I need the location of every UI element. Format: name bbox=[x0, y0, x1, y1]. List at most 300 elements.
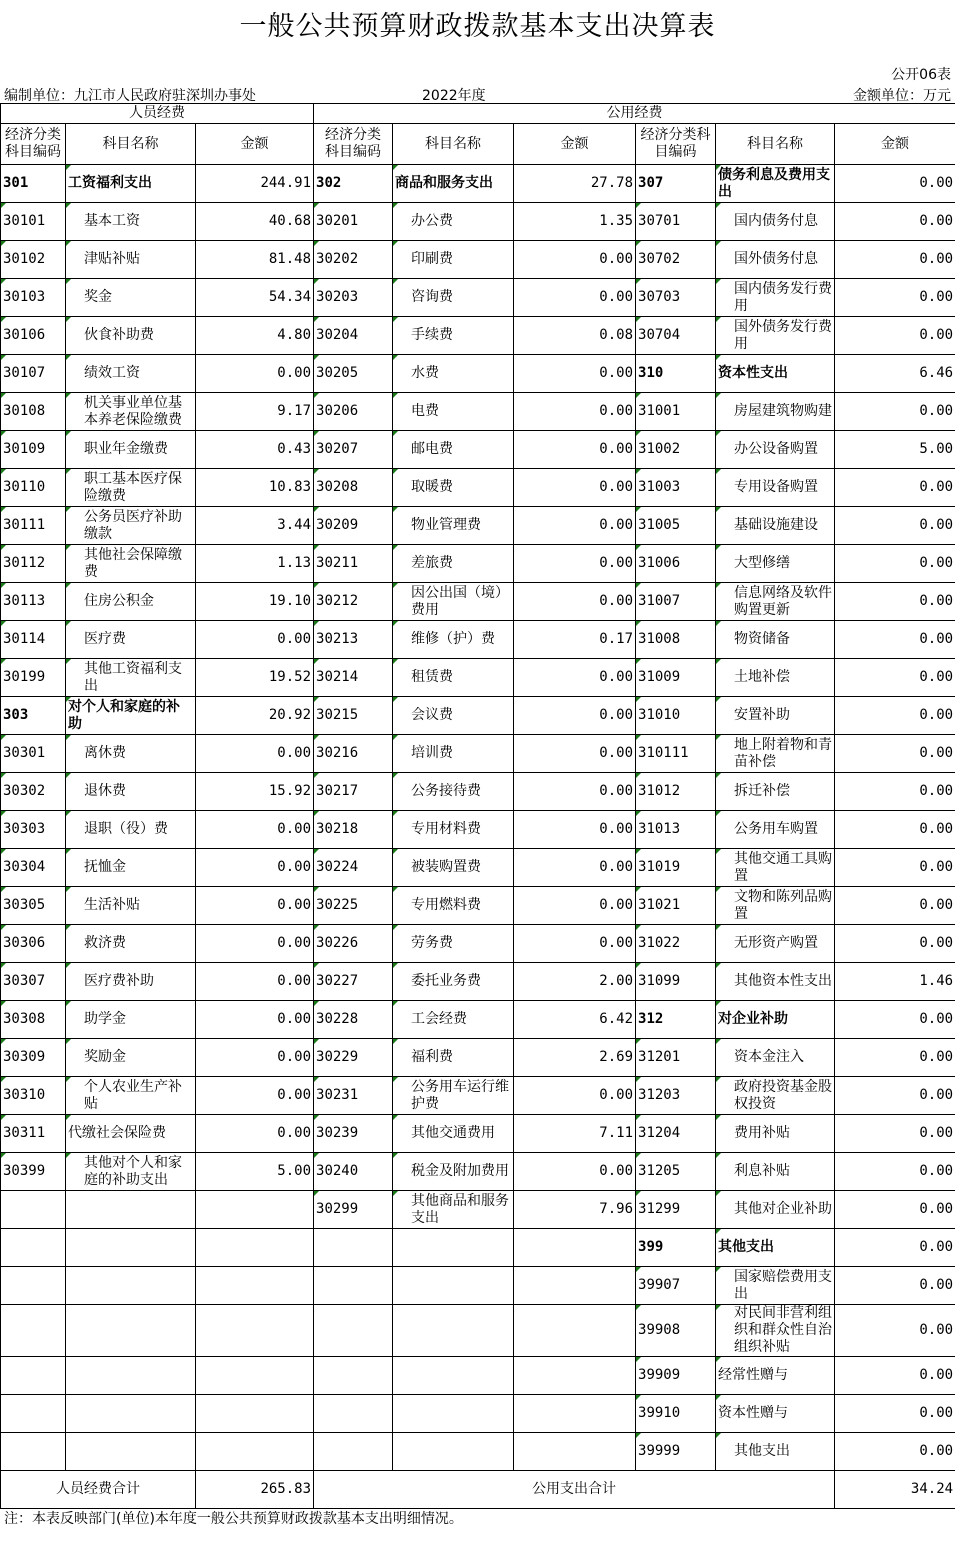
subject-code-cell: 30202 bbox=[314, 241, 393, 279]
subject-code-cell: 30113 bbox=[1, 583, 66, 621]
subject-code-cell: 30207 bbox=[314, 431, 393, 469]
subject-name-cell bbox=[66, 469, 196, 507]
amount-cell: 0.00 bbox=[514, 431, 636, 469]
subject-name-cell bbox=[393, 1357, 514, 1395]
subject-name-cell bbox=[66, 1153, 196, 1191]
subject-name: 救济费 bbox=[84, 935, 126, 951]
amount-cell: 0.00 bbox=[835, 1115, 955, 1153]
subject-code-cell: 30106 bbox=[1, 317, 66, 355]
amount-cell: 0.00 bbox=[835, 1039, 955, 1077]
table-row bbox=[1, 925, 955, 963]
subject-name-cell bbox=[393, 545, 514, 583]
table-row bbox=[1, 1077, 955, 1115]
amount-cell: 0.00 bbox=[514, 925, 636, 963]
subject-name-cell bbox=[716, 317, 835, 355]
subject-code-cell: 30211 bbox=[314, 545, 393, 583]
subject-code-cell: 39909 bbox=[636, 1357, 716, 1395]
subject-code-cell: 30109 bbox=[1, 431, 66, 469]
subject-name-cell bbox=[393, 659, 514, 697]
subject-code-cell bbox=[1, 1305, 66, 1357]
subject-code-cell: 310111 bbox=[636, 735, 716, 773]
amount-cell: 5.00 bbox=[196, 1153, 314, 1191]
subject-name: 基础设施建设 bbox=[734, 517, 819, 533]
subject-code-cell: 30110 bbox=[1, 469, 66, 507]
subject-name: 土地补偿 bbox=[734, 669, 791, 685]
subject-name-cell bbox=[716, 849, 835, 887]
subject-name: 培训费 bbox=[411, 745, 454, 761]
subject-name: 差旅费 bbox=[411, 555, 454, 571]
subject-name: 委托业务费 bbox=[411, 973, 482, 989]
subject-code-cell bbox=[1, 1395, 66, 1433]
subject-code-cell: 30112 bbox=[1, 545, 66, 583]
amount-cell: 54.34 bbox=[196, 279, 314, 317]
table-row bbox=[1, 621, 955, 659]
subject-code-cell: 30239 bbox=[314, 1115, 393, 1153]
organization-label: 编制单位：九江市人民政府驻深圳办事处 bbox=[4, 88, 256, 104]
col-header-code: 经济分类 科目编码 bbox=[314, 124, 393, 165]
col-header-amount: 金额 bbox=[835, 124, 955, 165]
expenditure-table bbox=[0, 103, 955, 1509]
subject-code-cell: 30308 bbox=[1, 1001, 66, 1039]
amount-cell: 0.00 bbox=[835, 507, 955, 545]
subject-name-cell bbox=[716, 355, 835, 393]
subject-name: 生活补贴 bbox=[84, 897, 140, 913]
amount-cell: 0.00 bbox=[514, 583, 636, 621]
subject-code-cell: 30306 bbox=[1, 925, 66, 963]
subject-name-cell bbox=[716, 621, 835, 659]
subject-name-cell bbox=[66, 545, 196, 583]
table-row bbox=[1, 659, 955, 697]
subject-name-cell bbox=[716, 1357, 835, 1395]
amount-cell: 0.00 bbox=[835, 1191, 955, 1229]
subject-code-cell: 30309 bbox=[1, 1039, 66, 1077]
subject-name-cell bbox=[66, 621, 196, 659]
subject-code-cell: 302 bbox=[314, 165, 393, 203]
subject-name-cell bbox=[716, 241, 835, 279]
subject-name: 工资福利支出 bbox=[68, 175, 152, 191]
subject-name: 办公设备购置 bbox=[734, 441, 819, 457]
subject-name: 专用材料费 bbox=[411, 821, 482, 837]
public-total-label: 公用支出合计 bbox=[314, 1471, 835, 1509]
subject-name-cell bbox=[393, 1039, 514, 1077]
table-row bbox=[1, 1191, 955, 1229]
subject-name-cell bbox=[393, 1433, 514, 1471]
subject-name: 公务用车购置 bbox=[734, 821, 819, 837]
amount-cell: 0.17 bbox=[514, 621, 636, 659]
amount-cell: 0.00 bbox=[514, 355, 636, 393]
subject-code-cell: 31002 bbox=[636, 431, 716, 469]
subject-name-cell bbox=[393, 1115, 514, 1153]
subject-code-cell bbox=[1, 1267, 66, 1305]
table-row bbox=[1, 735, 955, 773]
subject-code-cell: 31008 bbox=[636, 621, 716, 659]
amount-cell: 0.00 bbox=[835, 659, 955, 697]
amount-cell: 19.52 bbox=[196, 659, 314, 697]
subject-name: 地上附着物和青苗补偿 bbox=[734, 736, 833, 770]
subject-name: 医疗费 bbox=[84, 631, 126, 647]
subject-code-cell: 30217 bbox=[314, 773, 393, 811]
subject-name-cell bbox=[716, 393, 835, 431]
subject-name-cell bbox=[66, 925, 196, 963]
subject-name-cell bbox=[393, 279, 514, 317]
subject-code-cell: 30229 bbox=[314, 1039, 393, 1077]
subject-code-cell: 30225 bbox=[314, 887, 393, 925]
subject-code-cell: 30213 bbox=[314, 621, 393, 659]
subject-name: 租赁费 bbox=[411, 669, 454, 685]
subject-code-cell: 31204 bbox=[636, 1115, 716, 1153]
amount-cell: 10.83 bbox=[196, 469, 314, 507]
subject-name-cell bbox=[66, 1395, 196, 1433]
subject-code-cell: 30215 bbox=[314, 697, 393, 735]
subject-name-cell bbox=[66, 811, 196, 849]
amount-cell: 0.00 bbox=[514, 849, 636, 887]
table-row bbox=[1, 545, 955, 583]
subject-code-cell bbox=[314, 1395, 393, 1433]
amount-cell: 0.00 bbox=[835, 621, 955, 659]
subject-code-cell: 30305 bbox=[1, 887, 66, 925]
subject-code-cell bbox=[314, 1267, 393, 1305]
subject-name-cell bbox=[393, 811, 514, 849]
subject-code-cell: 30226 bbox=[314, 925, 393, 963]
subject-name: 办公费 bbox=[411, 213, 454, 229]
public-total-amount: 34.24 bbox=[835, 1471, 955, 1509]
table-row bbox=[1, 583, 955, 621]
amount-cell: 0.00 bbox=[835, 1305, 955, 1357]
subject-name: 专用燃料费 bbox=[411, 897, 482, 913]
subject-name-cell bbox=[393, 773, 514, 811]
subject-name-cell bbox=[66, 1305, 196, 1357]
col-header-name: 科目名称 bbox=[393, 124, 514, 165]
subject-name-cell bbox=[393, 1395, 514, 1433]
subject-name-cell bbox=[393, 1267, 514, 1305]
subject-name: 奖金 bbox=[84, 289, 112, 305]
subject-name: 物资储备 bbox=[734, 631, 791, 647]
amount-cell bbox=[514, 1433, 636, 1471]
subject-name-cell bbox=[66, 1077, 196, 1115]
subject-name: 医疗费补助 bbox=[84, 973, 154, 989]
amount-cell: 0.00 bbox=[514, 773, 636, 811]
subject-name: 离休费 bbox=[84, 745, 126, 761]
subject-name: 对企业补助 bbox=[718, 1011, 789, 1027]
subject-code-cell bbox=[1, 1433, 66, 1471]
col-header-amount: 金额 bbox=[196, 124, 314, 165]
subject-name-cell bbox=[66, 203, 196, 241]
subject-name-cell bbox=[393, 735, 514, 773]
table-row bbox=[1, 963, 955, 1001]
subject-code-cell: 30107 bbox=[1, 355, 66, 393]
subject-name-cell bbox=[66, 1001, 196, 1039]
amount-cell: 0.00 bbox=[835, 241, 955, 279]
subject-name-cell bbox=[66, 1039, 196, 1077]
subject-code-cell: 30205 bbox=[314, 355, 393, 393]
amount-cell: 9.17 bbox=[196, 393, 314, 431]
amount-cell: 0.00 bbox=[514, 659, 636, 697]
subject-code-cell: 30240 bbox=[314, 1153, 393, 1191]
amount-unit: 金额单位：万元 bbox=[853, 88, 951, 104]
amount-cell: 1.46 bbox=[835, 963, 955, 1001]
footnote: 注：本表反映部门(单位)本年度一般公共预算财政拨款基本支出明细情况。 bbox=[4, 1511, 463, 1527]
subject-name-cell bbox=[716, 279, 835, 317]
table-row bbox=[1, 203, 955, 241]
amount-cell bbox=[514, 1357, 636, 1395]
amount-cell: 0.00 bbox=[835, 1395, 955, 1433]
subject-name-cell bbox=[716, 1077, 835, 1115]
amount-cell: 0.00 bbox=[514, 507, 636, 545]
amount-cell bbox=[196, 1229, 314, 1267]
public-section-header: 公用经费 bbox=[314, 104, 955, 124]
subject-code-cell bbox=[1, 1229, 66, 1267]
subject-name-cell bbox=[66, 735, 196, 773]
subject-name-cell bbox=[393, 621, 514, 659]
personnel-total-amount: 265.83 bbox=[196, 1471, 314, 1509]
amount-cell: 0.00 bbox=[835, 811, 955, 849]
subject-code-cell: 30304 bbox=[1, 849, 66, 887]
amount-cell: 2.00 bbox=[514, 963, 636, 1001]
subject-name: 退职（役）费 bbox=[84, 821, 168, 837]
amount-cell: 2.69 bbox=[514, 1039, 636, 1077]
subject-code-cell: 31001 bbox=[636, 393, 716, 431]
subject-name-cell bbox=[716, 1039, 835, 1077]
subject-name: 信息网络及软件购置更新 bbox=[734, 584, 833, 618]
subject-code-cell: 31009 bbox=[636, 659, 716, 697]
col-header-code: 经济分类科 目编码 bbox=[636, 124, 716, 165]
subject-code-cell: 39908 bbox=[636, 1305, 716, 1357]
subject-name-cell bbox=[66, 279, 196, 317]
table-row bbox=[1, 811, 955, 849]
subject-code-cell bbox=[1, 1191, 66, 1229]
table-row bbox=[1, 887, 955, 925]
amount-cell: 0.00 bbox=[835, 1357, 955, 1395]
subject-name: 其他资本性支出 bbox=[734, 973, 833, 989]
subject-code-cell: 30302 bbox=[1, 773, 66, 811]
subject-code-cell: 31006 bbox=[636, 545, 716, 583]
subject-name-cell bbox=[66, 1267, 196, 1305]
amount-cell: 0.00 bbox=[196, 849, 314, 887]
table-row bbox=[1, 431, 955, 469]
subject-name: 其他对企业补助 bbox=[734, 1201, 833, 1217]
amount-cell: 0.00 bbox=[835, 735, 955, 773]
subject-code-cell: 30206 bbox=[314, 393, 393, 431]
table-row bbox=[1, 773, 955, 811]
subject-name-cell bbox=[66, 1357, 196, 1395]
subject-name: 资本性支出 bbox=[718, 365, 789, 381]
amount-cell: 0.08 bbox=[514, 317, 636, 355]
table-row bbox=[1, 279, 955, 317]
form-number: 公开06表 bbox=[891, 67, 951, 83]
subject-code-cell: 310 bbox=[636, 355, 716, 393]
subject-code-cell: 39910 bbox=[636, 1395, 716, 1433]
subject-code-cell: 399 bbox=[636, 1229, 716, 1267]
subject-name: 水费 bbox=[411, 365, 440, 381]
subject-name: 伙食补助费 bbox=[84, 327, 154, 343]
subject-code-cell: 39907 bbox=[636, 1267, 716, 1305]
subject-code-cell: 31012 bbox=[636, 773, 716, 811]
subject-name-cell bbox=[716, 659, 835, 697]
amount-cell: 0.00 bbox=[835, 317, 955, 355]
subject-name-cell bbox=[393, 849, 514, 887]
subject-name-cell bbox=[716, 811, 835, 849]
subject-name-cell bbox=[66, 1191, 196, 1229]
subject-code-cell: 31010 bbox=[636, 697, 716, 735]
subject-name-cell bbox=[716, 1229, 835, 1267]
amount-cell: 40.68 bbox=[196, 203, 314, 241]
table-row bbox=[1, 1229, 955, 1267]
subject-name: 因公出国（境）费用 bbox=[411, 584, 510, 618]
table-row bbox=[1, 507, 955, 545]
subject-name: 利息补贴 bbox=[734, 1163, 791, 1179]
amount-cell: 0.00 bbox=[514, 1077, 636, 1115]
subject-name: 被装购置费 bbox=[411, 859, 482, 875]
page-title: 一般公共预算财政拨款基本支出决算表 bbox=[239, 11, 716, 42]
subject-name-cell bbox=[393, 241, 514, 279]
amount-cell: 0.00 bbox=[514, 279, 636, 317]
subject-name: 国家赔偿费用支出 bbox=[734, 1268, 833, 1302]
amount-cell: 0.00 bbox=[514, 545, 636, 583]
amount-cell: 0.00 bbox=[835, 773, 955, 811]
subject-name: 工会经费 bbox=[411, 1011, 468, 1027]
col-header-amount: 金额 bbox=[514, 124, 636, 165]
subject-name-cell bbox=[393, 1191, 514, 1229]
subject-name-cell bbox=[716, 507, 835, 545]
amount-cell: 0.00 bbox=[514, 393, 636, 431]
amount-cell: 0.00 bbox=[514, 241, 636, 279]
subject-code-cell: 30301 bbox=[1, 735, 66, 773]
amount-cell bbox=[196, 1357, 314, 1395]
subject-code-cell: 30227 bbox=[314, 963, 393, 1001]
subject-name: 税金及附加费用 bbox=[411, 1163, 510, 1179]
amount-cell: 0.00 bbox=[514, 887, 636, 925]
subject-code-cell: 30228 bbox=[314, 1001, 393, 1039]
subject-name-cell bbox=[716, 925, 835, 963]
subject-name-cell bbox=[393, 1001, 514, 1039]
amount-cell: 81.48 bbox=[196, 241, 314, 279]
subject-code-cell: 30311 bbox=[1, 1115, 66, 1153]
subject-name-cell bbox=[66, 773, 196, 811]
subject-name: 维修（护）费 bbox=[411, 631, 496, 647]
amount-cell: 0.00 bbox=[835, 1267, 955, 1305]
table-row bbox=[1, 393, 955, 431]
amount-cell bbox=[514, 1267, 636, 1305]
subject-name-cell bbox=[66, 241, 196, 279]
subject-name-cell bbox=[393, 317, 514, 355]
subject-name: 机关事业单位基本养老保险缴费 bbox=[84, 394, 182, 428]
subject-code-cell: 30199 bbox=[1, 659, 66, 697]
personnel-total-label: 人员经费合计 bbox=[1, 1471, 196, 1509]
amount-cell: 15.92 bbox=[196, 773, 314, 811]
subject-name-cell bbox=[716, 431, 835, 469]
subject-name-cell bbox=[66, 849, 196, 887]
subject-code-cell: 30307 bbox=[1, 963, 66, 1001]
subject-name: 安置补助 bbox=[734, 707, 791, 723]
subject-name-cell bbox=[716, 165, 835, 203]
subject-name: 津贴补贴 bbox=[84, 251, 140, 267]
subject-name-cell bbox=[716, 697, 835, 735]
amount-cell bbox=[196, 1267, 314, 1305]
subject-code-cell: 30218 bbox=[314, 811, 393, 849]
subject-code-cell: 30704 bbox=[636, 317, 716, 355]
subject-name-cell bbox=[66, 1433, 196, 1471]
subject-name: 资本金注入 bbox=[734, 1049, 805, 1065]
amount-cell: 244.91 bbox=[196, 165, 314, 203]
subject-code-cell: 30214 bbox=[314, 659, 393, 697]
amount-cell bbox=[196, 1433, 314, 1471]
subject-name: 电费 bbox=[411, 403, 440, 419]
amount-cell bbox=[514, 1229, 636, 1267]
subject-name-cell bbox=[716, 1191, 835, 1229]
subject-name: 其他对个人和家庭的补助支出 bbox=[84, 1154, 182, 1188]
subject-code-cell: 39999 bbox=[636, 1433, 716, 1471]
subject-name: 其他支出 bbox=[718, 1239, 775, 1255]
amount-cell: 0.00 bbox=[835, 393, 955, 431]
subject-code-cell: 31201 bbox=[636, 1039, 716, 1077]
subject-name: 公务员医疗补助缴款 bbox=[84, 508, 182, 542]
subject-code-cell: 30204 bbox=[314, 317, 393, 355]
subject-name-cell bbox=[393, 963, 514, 1001]
subject-name: 对民间非营利组织和群众性自治组织补贴 bbox=[734, 1305, 833, 1355]
subject-code-cell: 31205 bbox=[636, 1153, 716, 1191]
subject-code-cell: 31022 bbox=[636, 925, 716, 963]
amount-cell bbox=[514, 1305, 636, 1357]
amount-cell: 0.00 bbox=[835, 1001, 955, 1039]
subject-name: 邮电费 bbox=[411, 441, 454, 457]
subject-code-cell: 30103 bbox=[1, 279, 66, 317]
subject-name-cell bbox=[393, 165, 514, 203]
amount-cell: 0.00 bbox=[835, 1077, 955, 1115]
amount-cell: 3.44 bbox=[196, 507, 314, 545]
subject-name: 国内债务付息 bbox=[734, 213, 819, 229]
amount-cell: 4.80 bbox=[196, 317, 314, 355]
subject-code-cell: 30231 bbox=[314, 1077, 393, 1115]
subject-code-cell: 31019 bbox=[636, 849, 716, 887]
table-row bbox=[1, 1395, 955, 1433]
subject-name-cell bbox=[716, 887, 835, 925]
amount-cell: 0.00 bbox=[835, 1433, 955, 1471]
amount-cell: 0.00 bbox=[835, 203, 955, 241]
subject-name-cell bbox=[393, 1077, 514, 1115]
subject-name: 职工基本医疗保险缴费 bbox=[84, 470, 182, 504]
subject-name: 债务利息及费用支出 bbox=[718, 166, 831, 200]
subject-name-cell bbox=[66, 431, 196, 469]
subject-code-cell: 30208 bbox=[314, 469, 393, 507]
amount-cell: 6.46 bbox=[835, 355, 955, 393]
subject-code-cell: 30702 bbox=[636, 241, 716, 279]
col-header-name: 科目名称 bbox=[716, 124, 835, 165]
amount-cell: 1.35 bbox=[514, 203, 636, 241]
subject-name: 职业年金缴费 bbox=[84, 441, 168, 457]
subject-name-cell bbox=[716, 1001, 835, 1039]
subject-name-cell bbox=[716, 1115, 835, 1153]
subject-name-cell bbox=[393, 1305, 514, 1357]
amount-cell: 0.00 bbox=[835, 697, 955, 735]
subject-name: 助学金 bbox=[84, 1011, 126, 1027]
amount-cell: 0.43 bbox=[196, 431, 314, 469]
subject-name-cell bbox=[716, 735, 835, 773]
amount-cell: 0.00 bbox=[514, 1153, 636, 1191]
amount-cell: 0.00 bbox=[514, 697, 636, 735]
subject-name: 其他交通工具购置 bbox=[734, 850, 833, 884]
subject-code-cell: 30102 bbox=[1, 241, 66, 279]
table-row bbox=[1, 165, 955, 203]
subject-code-cell: 31013 bbox=[636, 811, 716, 849]
subject-name: 其他支出 bbox=[734, 1443, 791, 1459]
subject-name: 个人农业生产补贴 bbox=[84, 1078, 182, 1112]
subject-code-cell: 307 bbox=[636, 165, 716, 203]
amount-cell: 0.00 bbox=[835, 1229, 955, 1267]
subject-name: 奖励金 bbox=[84, 1049, 126, 1065]
subject-code-cell: 30224 bbox=[314, 849, 393, 887]
amount-cell: 20.92 bbox=[196, 697, 314, 735]
subject-name: 会议费 bbox=[411, 707, 454, 723]
